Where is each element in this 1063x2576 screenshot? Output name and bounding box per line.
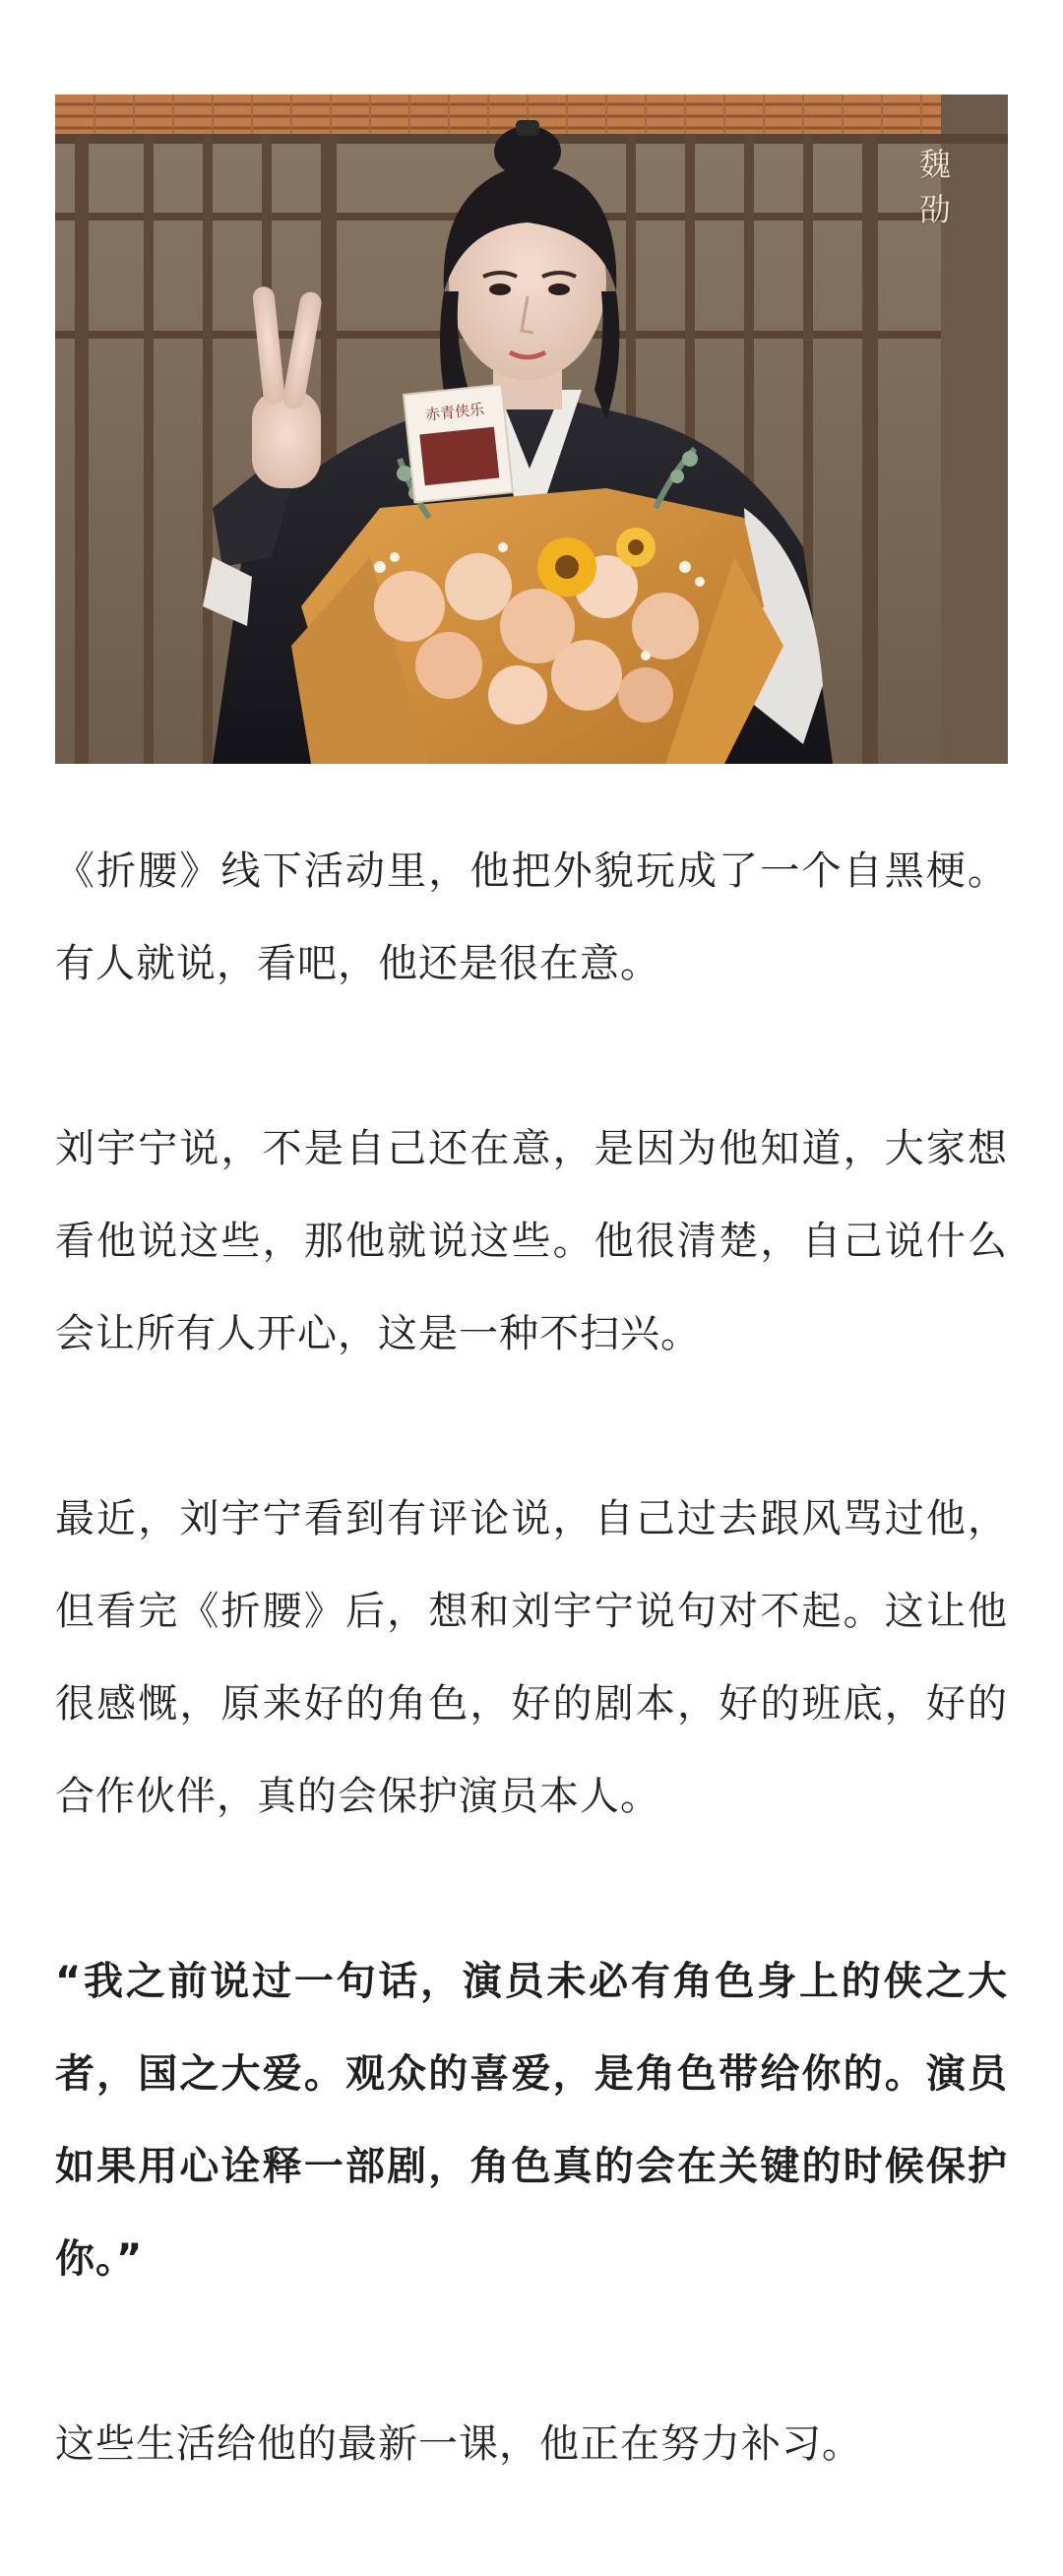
bouquet-card-text: 赤青侠乐 bbox=[424, 400, 485, 424]
article-photo bbox=[55, 94, 1008, 764]
photo-watermark bbox=[913, 142, 959, 233]
paragraph-5: 这些生活给他的最新一课，他正在努力补习。 bbox=[55, 2421, 862, 2467]
paragraph-3: 最近，刘宇宁看到有评论说，自己过去跟风骂过他，但看完《折腰》后，想和刘宇宁说句对不起。这让他很感慨，原来好的角色，好的剧本，好的班底，好的合作伙伴，真的会保护演员本人。 bbox=[55, 1496, 1008, 1819]
watermark-char-2: 劭 bbox=[918, 191, 953, 229]
watermark-char-1: 魏 bbox=[918, 146, 953, 183]
paragraph-2: 刘宇宁说，不是自己还在意，是因为他知道，大家想看他说这些，那他就说这些。他很清楚，自己说什么会让所有人开心，这是一种不扫兴。 bbox=[55, 1126, 1008, 1356]
quote-paragraph: “我之前说过一句话，演员未必有角色身上的侠之大者，国之大爱。观众的喜爱，是角色带给你的。演员如果用心诠释一部剧，角色真的会在关键的时候保护你。” bbox=[55, 1959, 1008, 2282]
article-body bbox=[55, 825, 1008, 2490]
photo-illustration bbox=[55, 94, 1008, 764]
paragraph-1: 《折腰》线下活动里，他把外貌玩成了一个自黑梗。有人就说，看吧，他还是很在意。 bbox=[55, 848, 1008, 986]
